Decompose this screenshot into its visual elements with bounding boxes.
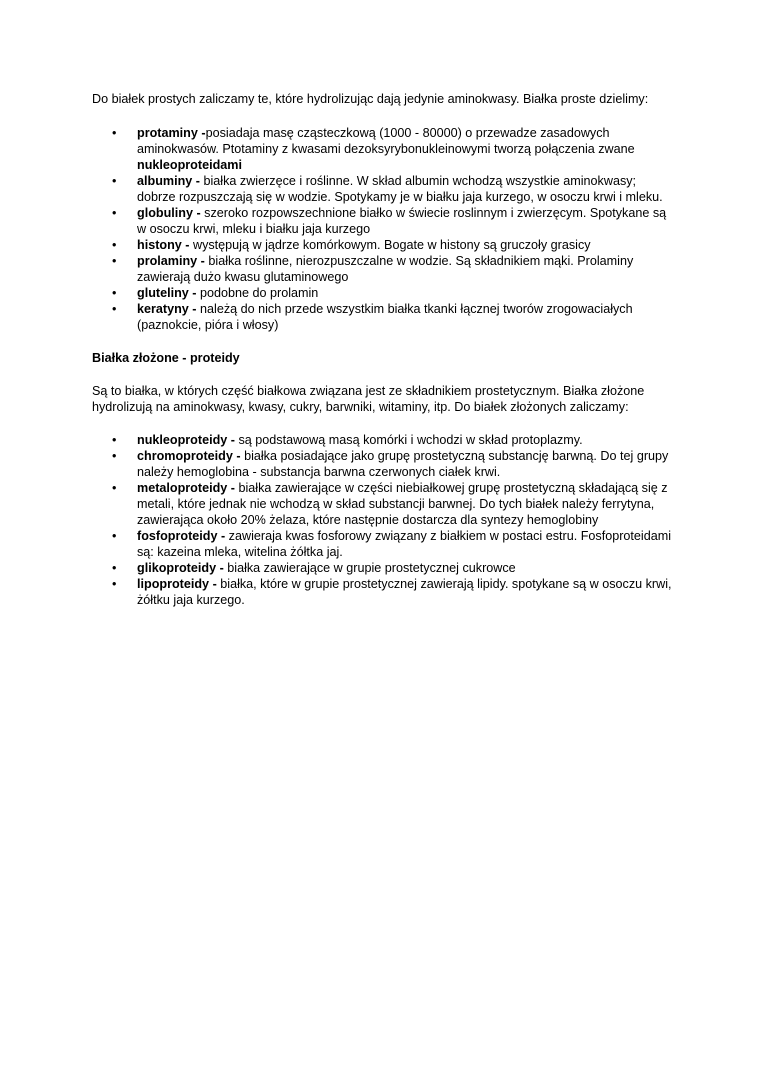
bullet-icon: • [112,286,117,300]
list-item-term: chromoproteidy [137,449,233,463]
list-item-separator: - [197,126,206,140]
list-item [92,576,677,608]
list-item [92,125,677,173]
list-item-separator: - [227,433,239,447]
list-item-separator: - [181,238,193,252]
bullet-icon: • [112,254,117,268]
bullet-icon: • [112,238,117,252]
bullet-icon: • [112,126,117,140]
list-item [92,528,677,560]
list-item-text: szeroko rozpowszechnione białko w świecie roslinnym i zwierzęcym. Spotykane są w osoczu krwi, mleku i białku jaja kurzego [137,206,667,236]
intro-paragraph: Do białek prostych zaliczamy te, które hydrolizując dają jedynie aminokwasy. Białka proste dzielimy: [92,92,649,106]
bullet-icon: • [112,433,117,447]
complex-proteins-paragraph: Są to białka, w których część białkowa związana jest ze składnikiem prostetycznym. Białka złożone hydrolizują na aminokwasy, kwasy, cukry, barwniki, witaminy, itp. Do białek złożonych zaliczamy: [92,384,645,414]
list-item-separator: - [217,529,229,543]
list-item-separator: - [227,481,239,495]
list-item-text: białka zawierające w grupie prostetycznej cukrowce [227,561,516,575]
list-item-separator: - [197,254,209,268]
list-item [92,205,677,237]
list-item-text: białka roślinne, nierozpuszczalne w wodzie. Są składnikiem mąki. Prolaminy zawierają dużo kwasu glutaminowego [137,254,634,284]
list-item-term: histony [137,238,182,252]
list-item [92,173,677,205]
list-item-text: posiadaja masę cząsteczkową (1000 - 80000) o przewadze zasadowych aminokwasów. Ptotaminy z kwasami dezoksyrybonukleinowymi tworzą połączenia zwane [137,126,635,156]
list-item-term: metaloproteidy [137,481,228,495]
list-item-term: keratyny [137,302,189,316]
list-item-text: białka posiadające jako grupę prostetyczną substancję barwną. Do tej grupy należy hemoglobina - substancja barwna czerwonych ciałek krwi. [137,449,669,479]
document-body [92,91,677,608]
list-item-text: białka zwierzęce i roślinne. W skład albumin wchodzą wszystkie aminokwasy; dobrze rozpuszczają się w wodzie. Spotykamy je w białku jaja kurzego, w osoczu krwi i mleku. [137,174,663,204]
list-item-text: podobne do prolamin [199,286,319,300]
list-item [92,301,677,333]
bullet-icon: • [112,302,117,316]
list-item-term: prolaminy [137,254,198,268]
bullet-icon: • [112,174,117,188]
list-item [92,560,677,576]
list-item-text: występują w jądrze komórkowym. Bogate w histony są gruczoły grasicy [192,238,591,252]
complex-proteins-list [92,432,677,608]
list-item-separator: - [192,206,205,220]
bullet-icon: • [112,577,117,591]
simple-proteins-list [92,125,677,333]
list-item [92,432,677,448]
list-item-bold-tail: nukleoproteidami [137,158,242,172]
bullet-icon: • [112,449,117,463]
list-item [92,237,677,253]
list-item-text: należą do nich przede wszystkim białka tkanki łącznej tworów zrogowaciałych (paznokcie, pióra i włosy) [137,302,633,332]
list-item-term: globuliny [137,206,193,220]
list-item-text: są podstawową masą komórki i wchodzi w skład protoplazmy. [238,433,583,447]
list-item-term: albuminy [137,174,193,188]
list-item [92,448,677,480]
list-item-separator: - [188,286,200,300]
list-item-term: nukleoproteidy [137,433,228,447]
list-item-term: glikoproteidy [137,561,217,575]
list-item-separator: - [209,577,221,591]
list-item-term: protaminy [137,126,198,140]
list-item-text: białka zawierające w części niebiałkowej grupę prostetyczną składającą się z metali, które jednak nie wchodzą w skład substancji barwnej. Do tych białek należy ferrytyna, zawierająca około 20% żelaza, które następnie dostarcza dla syntezy hemoglobiny [137,481,668,527]
list-item-term: gluteliny [137,286,189,300]
bullet-icon: • [112,561,117,575]
list-item-separator: - [192,174,204,188]
list-item-separator: - [216,561,228,575]
bullet-icon: • [112,206,117,220]
list-item [92,285,677,301]
list-item [92,253,677,285]
list-item-term: fosfoproteidy [137,529,218,543]
list-item [92,480,677,528]
list-item-separator: - [188,302,201,316]
bullet-icon: • [112,481,117,495]
bullet-icon: • [112,529,117,543]
section-heading: Białka złożone - proteidy [92,351,240,365]
list-item-term: lipoproteidy [137,577,210,591]
list-item-separator: - [232,449,245,463]
list-item-text: zawieraja kwas fosforowy związany z białkiem w postaci estru. Fosfoproteidami są: kazeina mleka, witelina żółtka jaj. [137,529,672,559]
list-item-text: białka, które w grupie prostetycznej zawierają lipidy. spotykane są w osoczu krwi, żółtku jaja kurzego. [137,577,672,607]
